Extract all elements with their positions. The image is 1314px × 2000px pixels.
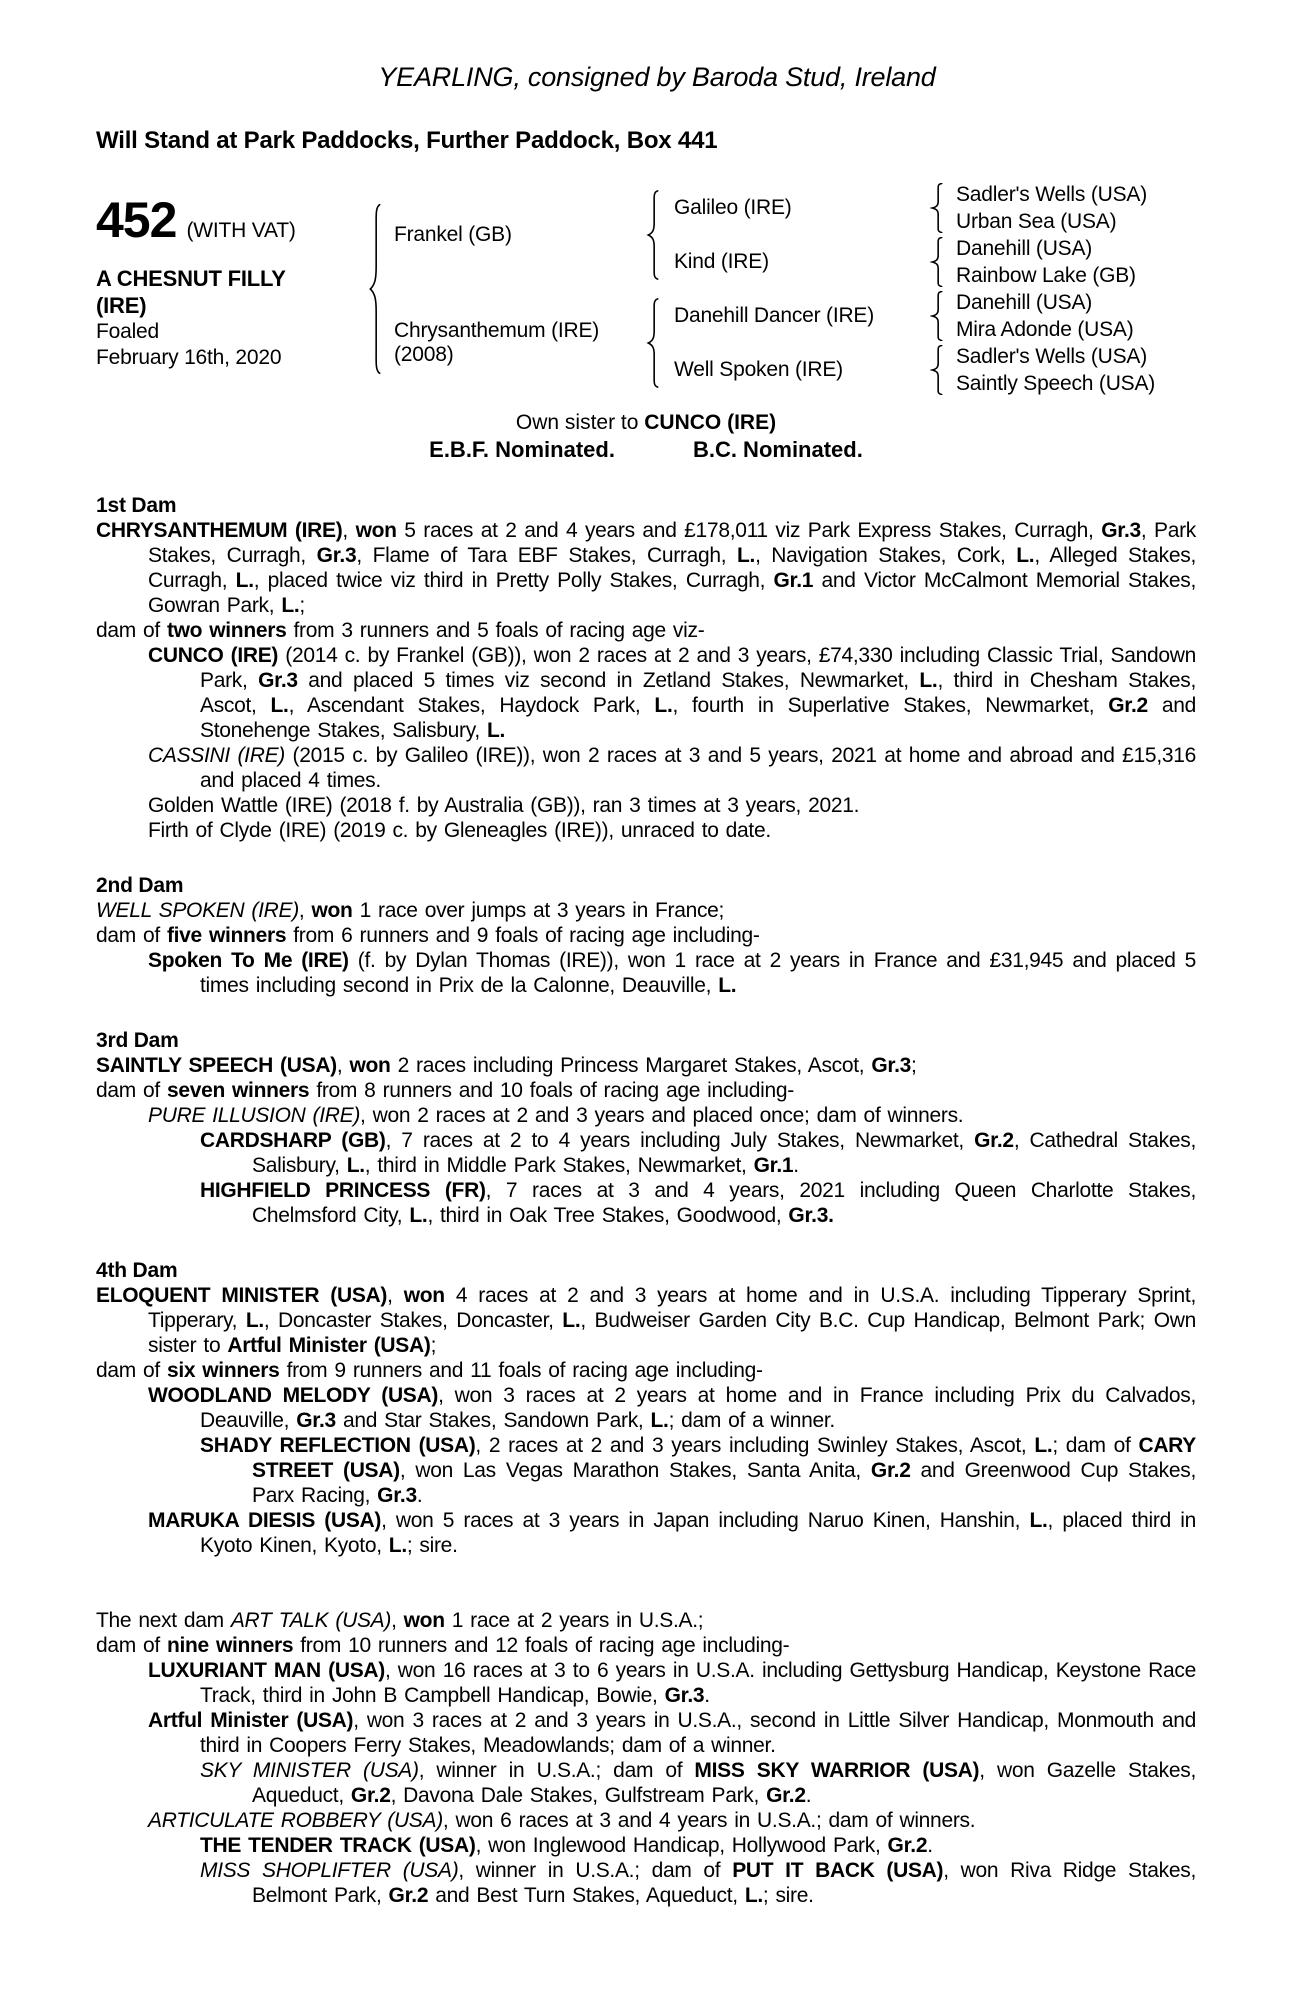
text-run: ,	[298, 899, 312, 922]
text-run: and Victor McCalmont Memorial Stakes, Gowran Park,	[148, 569, 1196, 617]
pedigree-ggsire-2: Danehill (USA)	[956, 236, 1093, 260]
dam-section	[96, 1608, 1196, 1908]
curly-brace-icon	[368, 203, 394, 375]
section-heading: 3rd Dam	[96, 1029, 179, 1052]
text-run: , 2 races at 2 and 3 years including Swinley Stakes, Ascot,	[475, 1434, 1035, 1457]
text-run: , Park Stakes, Curragh,	[148, 519, 1196, 567]
text-run: ; dam of a winner.	[668, 1409, 835, 1432]
text-run: PURE ILLUSION (IRE)	[148, 1104, 361, 1127]
pedigree-text-paragraph	[96, 1358, 1196, 1383]
pedigree-text-paragraph	[96, 1633, 1196, 1658]
text-run: won	[311, 899, 353, 922]
text-run: ;	[430, 1334, 437, 1357]
bc-nominated: B.C. Nominated.	[692, 437, 863, 462]
text-run: 5 races at 2 and 4 years and £178,011 viz Park Express Stakes, Curragh,	[396, 519, 1102, 542]
pedigree-text-paragraph	[96, 898, 1196, 923]
text-run: .	[793, 1154, 799, 1177]
own-sister-prefix: Own sister to	[515, 411, 645, 434]
text-run: L.	[718, 974, 737, 997]
text-run: MISS SHOPLIFTER (USA)	[200, 1859, 459, 1882]
text-run: (2014 c. by Frankel (GB)), won 2 races at 2 and 3 years, £74,330 including Classic Trial, Sandown Park,	[200, 644, 1196, 692]
text-run: Golden Wattle (IRE) (2018 f. by Australia (GB)), ran 3 times at 3 years, 2021.	[148, 794, 860, 817]
pedigree-text-paragraph	[96, 518, 1196, 618]
pedigree-text-paragraph	[148, 818, 1196, 843]
text-run: Gr.3	[871, 1054, 912, 1077]
text-run: won	[355, 519, 397, 542]
text-run: ;	[911, 1054, 917, 1077]
pedigree-text-paragraph	[148, 1808, 1196, 1833]
text-run: Gr.2	[388, 1884, 429, 1907]
text-run: , third in Chesham Stakes, Ascot,	[200, 669, 1197, 717]
own-sister-line	[96, 411, 1196, 435]
text-run: L.	[235, 569, 254, 592]
pedigree-text-paragraph	[96, 1053, 1196, 1078]
text-run: , won 3 races at 2 years at home and in France including Prix du Calvados, Deauville,	[200, 1384, 1196, 1432]
text-run: Gr.2	[350, 1784, 391, 1807]
text-run: , Ascendant Stakes, Haydock Park,	[288, 694, 655, 717]
curly-brace-icon	[646, 298, 674, 388]
text-run: , won 16 races at 3 to 6 years in U.S.A. including Gettysburg Handicap, Keystone Race Track, third in John B Campbell Handicap, Bowie,	[200, 1659, 1196, 1707]
dam-section	[96, 1028, 1196, 1228]
pedigree-ggsire-3: Danehill (USA)	[956, 290, 1093, 314]
text-run: Firth of Clyde (IRE) (2019 c. by Gleneagles (IRE)), unraced to date.	[148, 819, 771, 842]
text-run: CHRYSANTHEMUM (IRE)	[96, 519, 343, 542]
text-run: ;	[299, 594, 305, 617]
text-run: SHADY REFLECTION (USA)	[200, 1434, 476, 1457]
pedigree-table	[96, 181, 1196, 397]
pedigree-ggdam-4: Saintly Speech (USA)	[956, 371, 1156, 395]
text-run: and Greenwood Cup Stakes, Parx Racing,	[252, 1459, 1196, 1507]
text-run: 2 races including Princess Margaret Stakes, Ascot,	[390, 1054, 872, 1077]
pedigree-text-paragraph	[200, 1858, 1196, 1908]
text-run: L.	[737, 544, 756, 567]
pedigree-text-paragraph	[148, 1508, 1196, 1558]
text-run: ,	[387, 1284, 404, 1307]
foaled-label: Foaled	[96, 320, 160, 343]
text-run: The next dam	[96, 1609, 231, 1632]
pedigree-grandsire-paternal: Galileo (IRE)	[674, 196, 792, 219]
text-run: WELL SPOKEN (IRE)	[96, 899, 299, 922]
text-run: and Star Stakes, Sandown Park,	[335, 1409, 651, 1432]
text-run: , third in Oak Tree Stakes, Goodwood,	[427, 1204, 789, 1227]
stand-location-line: Will Stand at Park Paddocks, Further Paddock, Box 441	[96, 127, 718, 154]
text-run: SKY MINISTER (USA)	[200, 1759, 419, 1782]
text-run: WOODLAND MELODY (USA)	[148, 1384, 439, 1407]
pedigree-text-paragraph	[96, 618, 1196, 643]
section-heading: 1st Dam	[96, 494, 177, 517]
text-run: and Best Turn Stakes, Aqueduct,	[428, 1884, 745, 1907]
pedigree-ggdam-2: Rainbow Lake (GB)	[956, 263, 1136, 287]
text-run: , Flame of Tara EBF Stakes, Curragh,	[356, 544, 737, 567]
curly-brace-icon	[930, 183, 956, 233]
text-run: Spoken To Me (IRE)	[148, 949, 349, 972]
text-run: Gr.3	[664, 1684, 705, 1707]
text-run: ELOQUENT MINISTER (USA)	[96, 1284, 388, 1307]
lot-number: 452	[96, 192, 177, 248]
text-run: seven winners	[166, 1079, 310, 1102]
text-run: , Alleged Stakes, Curragh,	[148, 544, 1196, 592]
text-run: ,	[342, 519, 356, 542]
text-run: HIGHFIELD PRINCESS (FR)	[200, 1179, 486, 1202]
text-run: Gr.1	[773, 569, 814, 592]
pedigree-text-paragraph	[148, 1708, 1196, 1758]
text-run: (2015 c. by Galileo (IRE)), won 2 races at 3 and 5 years, 2021 at home and abroad and £15,316 and placed 4 times.	[200, 744, 1196, 792]
text-run: 4 races at 2 and 3 years at home and in U.S.A. including Tipperary Sprint, Tipperary,	[148, 1284, 1196, 1332]
text-run: ; dam of	[1052, 1434, 1139, 1457]
text-run: , 7 races at 3 and 4 years, 2021 including Queen Charlotte Stakes, Chelmsford City,	[252, 1179, 1196, 1227]
text-run: , won Las Vegas Marathon Stakes, Santa Anita,	[399, 1459, 871, 1482]
ebf-nominated: E.B.F. Nominated.	[429, 437, 615, 462]
pedigree-text-paragraph	[96, 923, 1196, 948]
text-run: dam of	[96, 924, 167, 947]
text-run: , Budweiser Garden City B.C. Cup Handicap, Belmont Park; Own sister to	[148, 1309, 1196, 1357]
text-run: L.	[1029, 1509, 1048, 1532]
text-run: L.	[270, 694, 289, 717]
text-run: CASSINI (IRE)	[148, 744, 285, 767]
text-run: L.	[281, 594, 300, 617]
foaled-date: February 16th, 2020	[96, 346, 282, 369]
pedigree-text-paragraph	[148, 643, 1196, 743]
text-run: L.	[744, 1884, 763, 1907]
dam-section	[96, 1258, 1196, 1558]
text-run: won	[349, 1054, 391, 1077]
text-run: Gr.2	[974, 1129, 1014, 1152]
pedigree-dam	[394, 289, 646, 397]
text-run: , won 6 races at 3 and 4 years in U.S.A.; dam of winners.	[442, 1809, 976, 1832]
section-heading: 2nd Dam	[96, 874, 184, 897]
text-run: won	[403, 1609, 445, 1632]
text-run: CARY STREET (USA)	[252, 1434, 1196, 1482]
pedigree-text-paragraph	[148, 1383, 1196, 1433]
text-run: Gr.1	[753, 1154, 794, 1177]
text-run: .	[704, 1684, 710, 1707]
text-run: L.	[562, 1309, 581, 1332]
text-run: Artful Minister (USA)	[227, 1334, 431, 1357]
pedigree-dam-name: Chrysanthemum (IRE)	[394, 319, 600, 342]
text-run: MISS SKY WARRIOR (USA)	[694, 1759, 980, 1782]
lot-info	[96, 181, 368, 397]
lot-line	[96, 191, 368, 249]
text-run: ; sire.	[762, 1884, 814, 1907]
text-run: , winner in U.S.A.; dam of	[458, 1859, 733, 1882]
text-run: from 10 runners and 12 foals of racing age including-	[293, 1634, 790, 1657]
text-run: , placed twice viz third in Pretty Polly Stakes, Curragh,	[253, 569, 774, 592]
pedigree-text-paragraph	[200, 1433, 1196, 1508]
text-run: Gr.3	[258, 669, 298, 692]
text-run: Gr.2	[766, 1784, 806, 1807]
pedigree-dam-year: (2008)	[394, 343, 454, 366]
text-run: L.	[1034, 1434, 1053, 1457]
pedigree-text-paragraph	[148, 743, 1196, 793]
text-run: from 8 runners and 10 foals of racing age including-	[309, 1079, 794, 1102]
text-run: and placed 5 times viz second in Zetland Stakes, Newmarket,	[297, 669, 920, 692]
text-run: L.	[650, 1409, 669, 1432]
curly-brace-icon	[930, 237, 956, 287]
text-run: 1 race at 2 years in U.S.A.;	[444, 1609, 704, 1632]
text-run: L.	[1016, 544, 1035, 567]
text-run: , Davona Dale Stakes, Gulfstream Park,	[390, 1784, 767, 1807]
section-heading: 4th Dam	[96, 1259, 178, 1282]
text-run: , Navigation Stakes, Cork,	[755, 544, 1017, 567]
pedigree-granddam-maternal: Well Spoken (IRE)	[674, 358, 843, 381]
text-run: PUT IT BACK (USA)	[732, 1859, 944, 1882]
text-run: , Doncaster Stakes, Doncaster,	[263, 1309, 563, 1332]
text-run: from 6 runners and 9 foals of racing age including-	[286, 924, 760, 947]
pedigree-sire: Frankel (GB)	[394, 223, 512, 246]
text-run: nine winners	[166, 1634, 294, 1657]
text-run: L.	[245, 1309, 264, 1332]
vat-note: (WITH VAT)	[186, 219, 296, 242]
pedigree-details	[96, 493, 1196, 1908]
text-run: , won 3 races at 2 and 3 years in U.S.A., second in Little Silver Handicap, Monmouth and third in Coopers Ferry Stakes, Meadowlands; dam of a winner.	[200, 1709, 1197, 1757]
text-run: ; sire.	[406, 1534, 458, 1557]
nomination-line	[96, 437, 1196, 463]
text-run: , Cathedral Stakes, Salisbury,	[252, 1129, 1196, 1177]
text-run: L.	[486, 719, 506, 742]
text-run: , won Inglewood Handicap, Hollywood Park,	[475, 1834, 888, 1857]
text-run: Gr.3	[316, 544, 357, 567]
text-run: , third in Middle Park Stakes, Newmarket,	[364, 1154, 754, 1177]
text-run: L.	[346, 1154, 365, 1177]
pedigree-ggsire-4: Sadler's Wells (USA)	[956, 344, 1147, 368]
pedigree-text-paragraph	[200, 1833, 1196, 1858]
text-run: CARDSHARP (GB)	[200, 1129, 386, 1152]
own-sister-name: CUNCO (IRE)	[644, 411, 777, 434]
pedigree-ggdam-3: Mira Adonde (USA)	[956, 317, 1134, 341]
text-run: , winner in U.S.A.; dam of	[418, 1759, 695, 1782]
text-run: , placed third in Kyoto Kinen, Kyoto,	[200, 1509, 1196, 1557]
pedigree-ggsire-1: Sadler's Wells (USA)	[956, 182, 1147, 206]
text-run: two winners	[166, 619, 287, 642]
pedigree-text-paragraph	[148, 1658, 1196, 1708]
text-run: , won 2 races at 2 and 3 years and placed once; dam of winners.	[360, 1104, 964, 1127]
text-run: Gr.3.	[788, 1204, 834, 1227]
text-run: won	[403, 1284, 445, 1307]
text-run: , won Riva Ridge Stakes, Belmont Park,	[252, 1859, 1196, 1907]
text-run: Gr.2	[1108, 694, 1148, 717]
text-run: from 9 runners and 11 foals of racing age including-	[279, 1359, 763, 1382]
text-run: .	[927, 1834, 933, 1857]
pedigree-granddam-paternal: Kind (IRE)	[674, 250, 769, 273]
pedigree-text-paragraph	[96, 1283, 1196, 1358]
text-run: Gr.3	[1101, 519, 1141, 542]
pedigree-text-paragraph	[148, 793, 1196, 818]
text-run: from 3 runners and 5 foals of racing age viz-	[286, 619, 705, 642]
text-run: , 7 races at 2 to 4 years including July Stakes, Newmarket,	[385, 1129, 975, 1152]
text-run: MARUKA DIESIS (USA)	[148, 1509, 382, 1532]
text-run: ,	[336, 1054, 350, 1077]
pedigree-grandsire-maternal: Danehill Dancer (IRE)	[674, 304, 875, 327]
text-run: dam of	[96, 1079, 167, 1102]
text-run: LUXURIANT MAN (USA)	[148, 1659, 385, 1682]
text-run: Gr.3	[296, 1409, 336, 1432]
text-run: 1 race over jumps at 3 years in France;	[352, 899, 725, 922]
pedigree-ggdam-1: Urban Sea (USA)	[956, 209, 1117, 233]
text-run: Artful Minister (USA)	[148, 1709, 354, 1732]
text-run: five winners	[166, 924, 287, 947]
text-run: dam of	[96, 619, 167, 642]
curly-brace-icon	[930, 345, 956, 395]
page-title: YEARLING, consigned by Baroda Stud, Ireland	[378, 62, 936, 92]
pedigree-text-paragraph	[200, 1128, 1196, 1178]
text-run: (f. by Dylan Thomas (IRE)), won 1 race at 2 years in France and £31,945 and placed 5 times including second in Prix de la Calonne, Deauville,	[200, 949, 1197, 997]
text-run: THE TENDER TRACK (USA)	[200, 1834, 476, 1857]
pedigree-text-paragraph	[96, 1078, 1196, 1103]
text-run: dam of	[96, 1634, 167, 1657]
curly-brace-icon	[646, 190, 674, 280]
text-run: Gr.2	[887, 1834, 928, 1857]
text-run: ARTICULATE ROBBERY (USA)	[148, 1809, 443, 1832]
text-run: , fourth in Superlative Stakes, Newmarket,	[672, 694, 1109, 717]
text-run: L.	[919, 669, 938, 692]
pedigree-text-paragraph	[200, 1178, 1196, 1228]
pedigree-text-paragraph	[148, 1103, 1196, 1128]
text-run: .	[805, 1784, 812, 1807]
text-run: , won 5 races at 3 years in Japan including Naruo Kinen, Hanshin,	[381, 1509, 1030, 1532]
pedigree-text-paragraph	[96, 1608, 1196, 1633]
curly-brace-icon	[930, 291, 956, 341]
text-run: , won Gazelle Stakes, Aqueduct,	[252, 1759, 1196, 1807]
pedigree-text-paragraph	[200, 1758, 1196, 1808]
text-run: SAINTLY SPEECH (USA)	[96, 1054, 337, 1077]
text-run: .	[416, 1484, 423, 1507]
text-run: L.	[409, 1204, 428, 1227]
dam-section	[96, 873, 1196, 998]
text-run: six winners	[166, 1359, 280, 1382]
text-run: ART TALK (USA)	[230, 1609, 392, 1632]
text-run: CUNCO (IRE)	[148, 644, 279, 667]
text-run: and Stonehenge Stakes, Salisbury,	[200, 694, 1196, 742]
text-run: L.	[654, 694, 673, 717]
text-run: ,	[391, 1609, 404, 1632]
dam-section	[96, 493, 1196, 843]
pedigree-text-paragraph	[148, 948, 1196, 998]
text-run: dam of	[96, 1359, 167, 1382]
text-run: Gr.3	[377, 1484, 417, 1507]
text-run: Gr.2	[870, 1459, 911, 1482]
horse-name: A CHESNUT FILLY (IRE)	[96, 266, 286, 318]
text-run: L.	[388, 1534, 407, 1557]
